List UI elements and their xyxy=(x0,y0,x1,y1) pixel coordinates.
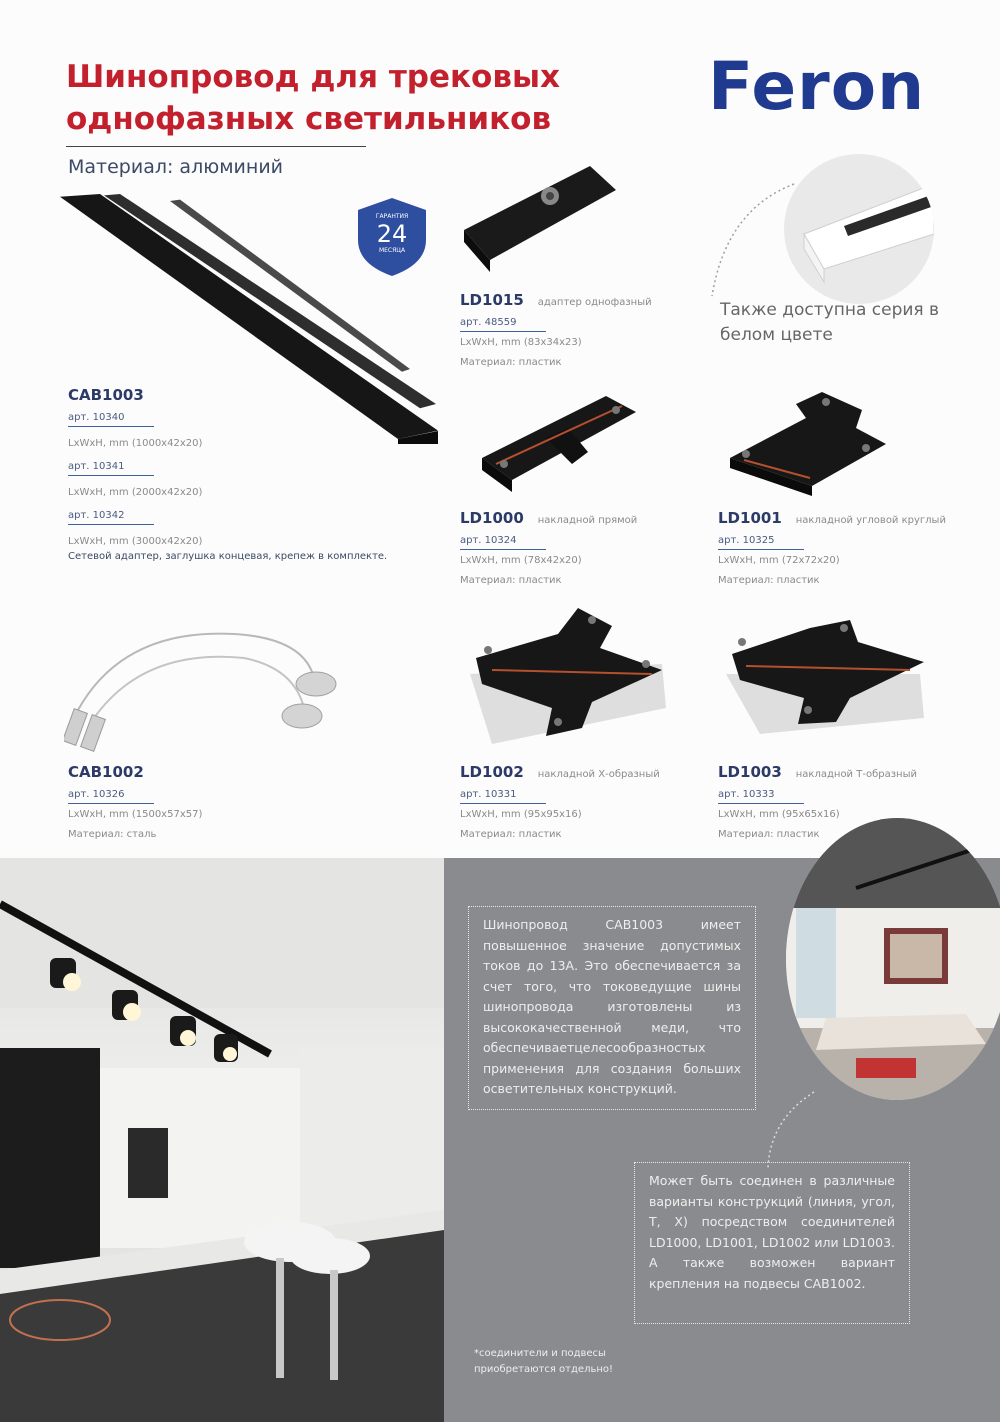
ld1003-code: LD1003 xyxy=(718,763,782,781)
ld1015-code: LD1015 xyxy=(460,291,524,309)
white-series-leader xyxy=(706,180,796,300)
ld1015-info xyxy=(460,290,652,373)
white-series-image xyxy=(784,154,934,304)
ld1001-image xyxy=(726,388,896,498)
ld1000-info xyxy=(460,508,637,591)
footnote xyxy=(474,1346,613,1378)
cab1002-material: Материал: сталь xyxy=(68,829,157,840)
ld1000-desc: накладной прямой xyxy=(537,515,638,526)
ld1002-info xyxy=(460,762,660,845)
footnote-line-2: приобретаются отдельно! xyxy=(474,1364,614,1375)
cab1003-dims-2: LxWxH, mm (2000x42x20) xyxy=(68,487,203,498)
badge-bottom: МЕСЯЦА xyxy=(378,247,406,254)
panel-leader-line xyxy=(760,1090,820,1170)
white-series-note: Также доступна серия в белом цвете xyxy=(720,300,940,345)
ld1003-art: арт. 10333 xyxy=(718,786,804,804)
cab1003-code: CAB1003 xyxy=(68,386,144,404)
title-line-2: однофазных светильников xyxy=(66,101,552,137)
brand-logo: Feron xyxy=(708,48,926,125)
material-subtitle: Материал: алюминий xyxy=(68,156,284,178)
ld1001-material: Материал: пластик xyxy=(718,575,820,586)
title-divider xyxy=(66,146,366,147)
info-box-connections: Может быть соединен в различные варианты конструкций (линия, угол, Т, Х) посредством соединителей LD1000, LD1001, LD1002 или LD1003. А также возможен вариант крепления на подвесы CAB1002. xyxy=(634,1162,910,1324)
badge-top: ГАРАНТИЯ xyxy=(375,213,409,220)
cab1003-art-2: арт. 10341 xyxy=(68,458,154,476)
cab1003-art-1: арт. 10340 xyxy=(68,409,154,427)
cab1002-art: арт. 10326 xyxy=(68,786,154,804)
kitchen-photo xyxy=(0,858,444,1422)
cab1003-art-3: арт. 10342 xyxy=(68,507,154,525)
ld1003-dims: LxWxH, mm (95x65x16) xyxy=(718,809,840,820)
ld1015-art: арт. 48559 xyxy=(460,314,546,332)
cab1003-info xyxy=(68,385,202,552)
badge-number: 24 xyxy=(376,220,408,248)
cab1003-dims-1: LxWxH, mm (1000x42x20) xyxy=(68,438,203,449)
cab1002-image xyxy=(64,618,354,758)
title-line-1: Шинопровод для трековых xyxy=(66,59,560,95)
living-room-photo xyxy=(786,818,1000,1100)
ld1015-image xyxy=(460,160,620,280)
ld1002-dims: LxWxH, mm (95x95x16) xyxy=(460,809,582,820)
ld1003-image xyxy=(720,614,930,744)
ld1001-dims: LxWxH, mm (72x72x20) xyxy=(718,555,840,566)
ld1001-desc: накладной угловой круглый xyxy=(795,515,946,526)
ld1000-dims: LxWxH, mm (78x42x20) xyxy=(460,555,582,566)
ld1000-code: LD1000 xyxy=(460,509,524,527)
cab1002-dims: LxWxH, mm (1500x57x57) xyxy=(68,809,203,820)
ld1015-desc: адаптер однофазный xyxy=(537,297,652,308)
cab1003-kit-note: Сетевой адаптер, заглушка концевая, крепеж в комплекте. xyxy=(68,551,388,562)
ld1001-code: LD1001 xyxy=(718,509,782,527)
ld1000-art: арт. 10324 xyxy=(460,532,546,550)
ld1002-code: LD1002 xyxy=(460,763,524,781)
ld1002-material: Материал: пластик xyxy=(460,829,562,840)
ld1002-image xyxy=(462,604,672,754)
ld1001-art: арт. 10325 xyxy=(718,532,804,550)
ld1003-desc: накладной Т-образный xyxy=(795,769,917,780)
cab1003-dims-3: LxWxH, mm (3000x42x20) xyxy=(68,536,203,547)
ld1001-info xyxy=(718,508,946,591)
ld1015-dims: LxWxH, mm (83x34x23) xyxy=(460,337,582,348)
ld1002-art: арт. 10331 xyxy=(460,786,546,804)
info-box-current: Шинопровод CAB1003 имеет повышенное значение допустимых токов до 13А. Это обеспечивается за счет того, что токоведущие шины шинопровода изготовлены из высококачественной меди, что обеспечиваетцелесообразностых применения для создания больших осветительных конструкций. xyxy=(468,906,756,1110)
ld1002-desc: накладной Х-образный xyxy=(537,769,660,780)
ld1015-material: Материал: пластик xyxy=(460,357,562,368)
ld1003-material: Материал: пластик xyxy=(718,829,820,840)
page-title xyxy=(66,56,626,140)
ld1000-material: Материал: пластик xyxy=(460,575,562,586)
footnote-line-1: *соединители и подвесы xyxy=(474,1348,606,1359)
ld1000-image xyxy=(476,388,646,498)
cab1002-info xyxy=(68,762,202,845)
cab1002-code: CAB1002 xyxy=(68,763,144,781)
